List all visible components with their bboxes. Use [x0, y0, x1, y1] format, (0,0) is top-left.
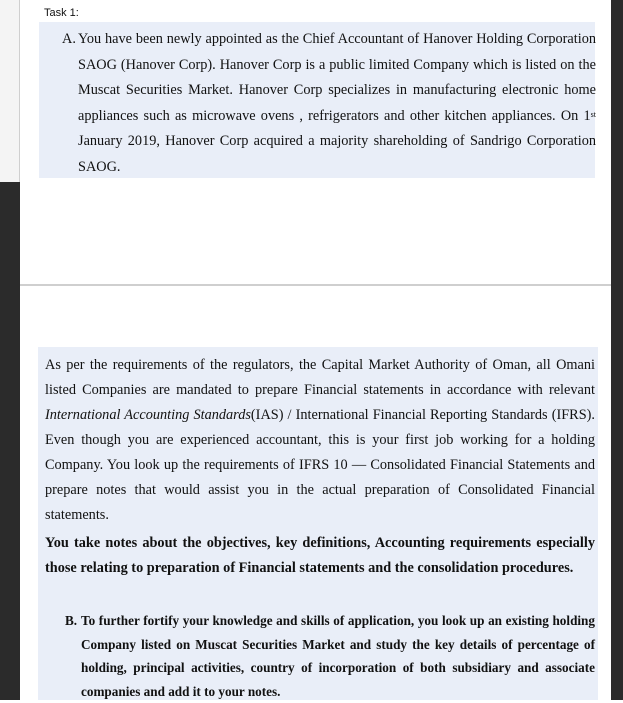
- right-window-edge: [611, 0, 623, 700]
- section-a-text-2: January 2019, Hanover Corp acquired a majority shareholding of Sandrigo Corporation SAOG.: [78, 133, 596, 175]
- left-panel-fragment: [0, 0, 20, 182]
- left-window-edge: [0, 0, 20, 700]
- notes-instruction-paragraph: You take notes about the objectives, key definitions, Accounting requirements especially those relating to preparation of Financial statements and the consolidation procedures.: [45, 535, 595, 576]
- main-text-2: (IAS) / International Financial Reporting Standards (IFRS). Even though you are experienced accountant, this is your first job working for a holding Company. You look up the requirements of IFRS 10 — Consolidated Financial Statements and prepare notes that would assist you in the actual preparation of Consolidated Financial statements.: [45, 407, 595, 523]
- section-b-label: B.: [65, 613, 78, 628]
- section-b-text: To further fortify your knowledge and skills of application, you look up an existing holding Company listed on Muscat Securities Market and study the key details of percentage of holding, principal activities, country of incorporation of both subsidiary and associate companies and add it to your notes.: [81, 613, 595, 699]
- section-a-paragraph: [62, 27, 596, 180]
- section-a-label: A.: [62, 31, 76, 47]
- ordinal-superscript: st: [590, 109, 596, 119]
- section-b-paragraph: [65, 609, 595, 703]
- main-text-1: As per the requirements of the regulators, the Capital Market Authority of Oman, all Omani listed Companies are mandated to prepare Financial statements in accordance with relevant: [45, 357, 595, 398]
- section-a-body: [78, 27, 596, 180]
- main-italic-text: International Accounting Standards: [45, 407, 251, 423]
- section-a-text-1: You have been newly appointed as the Chief Accountant of Hanover Holding Corporation SAOG (Hanover Corp). Hanover Corp is a public limited Company which is listed on the Muscat Securities Market. Hanover Corp specializes in manufacturing electronic home appliances such as microwave ovens , refrigerators and other kitchen appliances. On 1: [78, 31, 596, 124]
- main-paragraph: [45, 353, 595, 528]
- task-label: Task 1:: [44, 7, 79, 19]
- document-page: [20, 0, 611, 700]
- page-top-section: [20, 0, 611, 286]
